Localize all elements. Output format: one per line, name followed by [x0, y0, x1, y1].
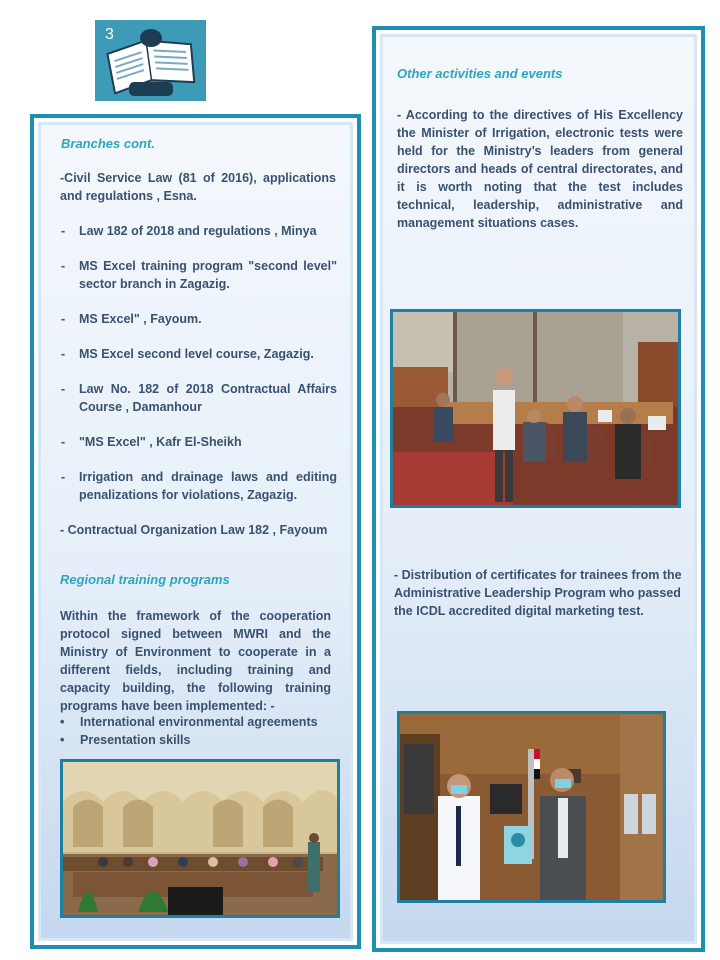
logo-number: 3: [105, 26, 114, 43]
activities-paragraph: - According to the directives of His Excellency the Minister of Irrigation, electronic tests were held for the Ministry’s leaders from general directors and heads of central directorates, and it is worth noting that the test includes technical, leadership, administrative and management situations cases.: [397, 108, 683, 230]
list-item: - Irrigation and drainage laws and editing penalizations for violations, Zagazig.: [61, 470, 337, 502]
certificate-ceremony-photo: [397, 711, 666, 903]
list-item: - Law 182 of 2018 and regulations , Minya: [61, 224, 317, 238]
exam-room-photo: [390, 309, 681, 508]
meeting-room-photo: [60, 759, 340, 918]
regional-heading: Regional training programs: [60, 572, 230, 587]
list-item-last: - Contractual Organization Law 182 , Fayoum: [60, 523, 328, 537]
activities-heading: Other activities and events: [397, 66, 563, 81]
list-item: - MS Excel training program "second level" sector branch in Zagazig.: [61, 259, 337, 291]
newspaper-reader-icon: [95, 20, 206, 101]
list-item: - Law No. 182 of 2018 Contractual Affairs Course , Damanhour: [61, 382, 337, 414]
regional-bullet-list: [60, 713, 340, 749]
list-item: - MS Excel" , Fayoum.: [61, 312, 202, 326]
regional-text: Within the framework of the cooperation protocol signed between MWRI and the Ministry of Environment to cooperate in a different fields, including training and capacity building, the following training programs have been implemented: -: [60, 609, 331, 713]
list-item: • Presentation skills: [60, 733, 191, 747]
list-item: - "MS Excel" , Kafr El-Sheikh: [61, 435, 242, 449]
branches-heading: Branches cont.: [61, 136, 155, 151]
list-item: - MS Excel second level course, Zagazig.: [61, 347, 314, 361]
list-item: • International environmental agreements: [60, 715, 318, 729]
branches-intro: -Civil Service Law (81 of 2016), applications and regulations , Esna.: [60, 171, 336, 203]
certificate-caption: - Distribution of certificates for trainees from the Administrative Leadership Program who passed the ICDL accredited digital marketing test.: [394, 568, 682, 618]
